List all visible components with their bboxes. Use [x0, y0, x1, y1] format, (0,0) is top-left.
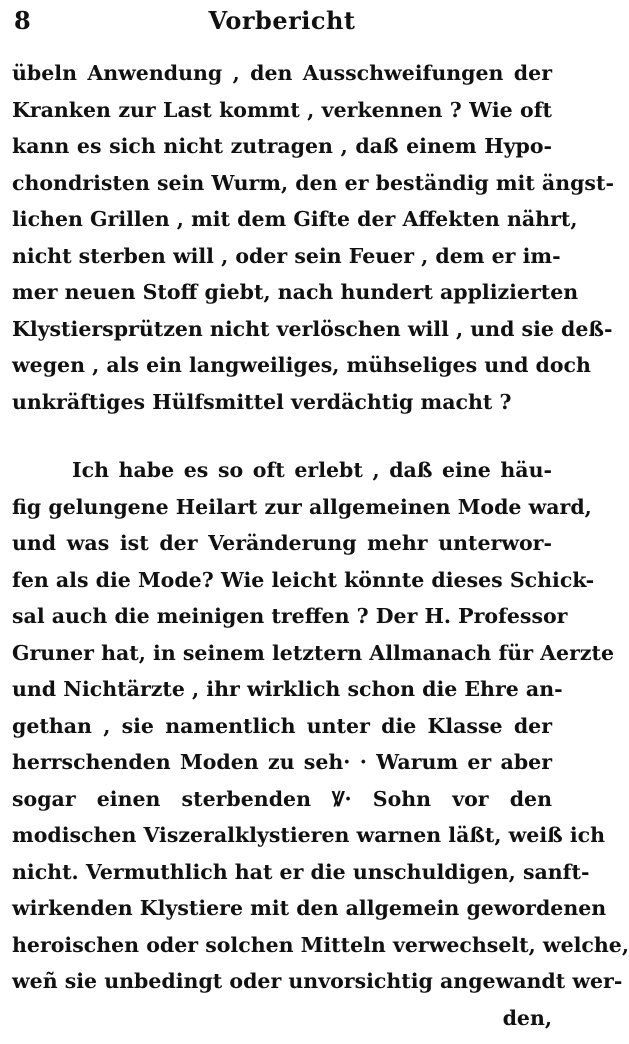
text-line: Ich habe es so oft erlebt , daß eine häu-	[72, 458, 552, 482]
text-line: fig gelungene Heilart zur allgemeinen Mode ward,	[12, 494, 592, 519]
text-line: nicht sterben will , oder sein Feuer , dem er im-	[12, 243, 561, 268]
text-line: heroischen oder solchen Mitteln verwechselt, welche,	[12, 932, 629, 957]
paragraph-2	[12, 452, 629, 1036]
page-number: 8	[14, 6, 31, 35]
text-line: fen als die Mode? Wie leicht könnte dieses Schick-	[12, 567, 595, 592]
text-line: und was ist der Veränderung mehr unterwor-	[12, 531, 552, 555]
text-line: Kranken zur Last kommt , verkennen ? Wie oft	[12, 97, 552, 122]
page-header	[10, 2, 554, 42]
text-line: gethan , sie namentlich unter die Klasse der	[12, 713, 552, 738]
text-line: modischen Viszeralklystieren warnen läßt, weiß ich	[12, 823, 606, 847]
text-line: mer neuen Stoff giebt, nach hundert applizierten	[12, 280, 579, 304]
text-line: nicht. Vermuthlich hat er die unschuldigen, sanft-	[12, 859, 590, 884]
text-line: und Nichtärzte , ihr wirklich schon die Ehre an-	[12, 677, 563, 701]
catchword: den,	[502, 1005, 552, 1030]
text-line: sal auch die meinigen treffen ? Der H. Professor	[12, 604, 568, 628]
text-line: Gruner hat, in seinem letztern Allmanach für Aerzte	[12, 640, 615, 665]
running-title: Vorbericht	[208, 6, 356, 35]
text-line: herrschenden Moden zu seh· · Warum er aber	[12, 750, 552, 774]
text-line: Klystiersprützen nicht verlöschen will , und sie deß-	[12, 316, 613, 341]
text-line: chondristen sein Wurm, den er beständig mit ängst-	[12, 170, 614, 195]
text-line: sogar einen sterbenden Ꝟ· Sohn vor den	[12, 786, 552, 811]
paragraph-1	[12, 55, 614, 420]
text-line: wegen , als ein langweiliges, mühseliges und doch	[12, 353, 591, 377]
text-line: übeln Anwendung , den Ausschweifungen der	[12, 61, 552, 85]
text-line: kann es sich nicht zutragen , daß einem Hypo-	[12, 134, 552, 158]
text-line: wirkenden Klystiere mit den allgemein gewordenen	[12, 896, 607, 920]
text-line: weñ sie unbedingt oder unvorsichtig angewandt wer-	[12, 969, 623, 993]
text-line: unkräftiges Hülfsmittel verdächtig macht ?	[12, 389, 512, 414]
text-line: lichen Grillen , mit dem Gifte der Affekten nährt,	[12, 207, 578, 231]
